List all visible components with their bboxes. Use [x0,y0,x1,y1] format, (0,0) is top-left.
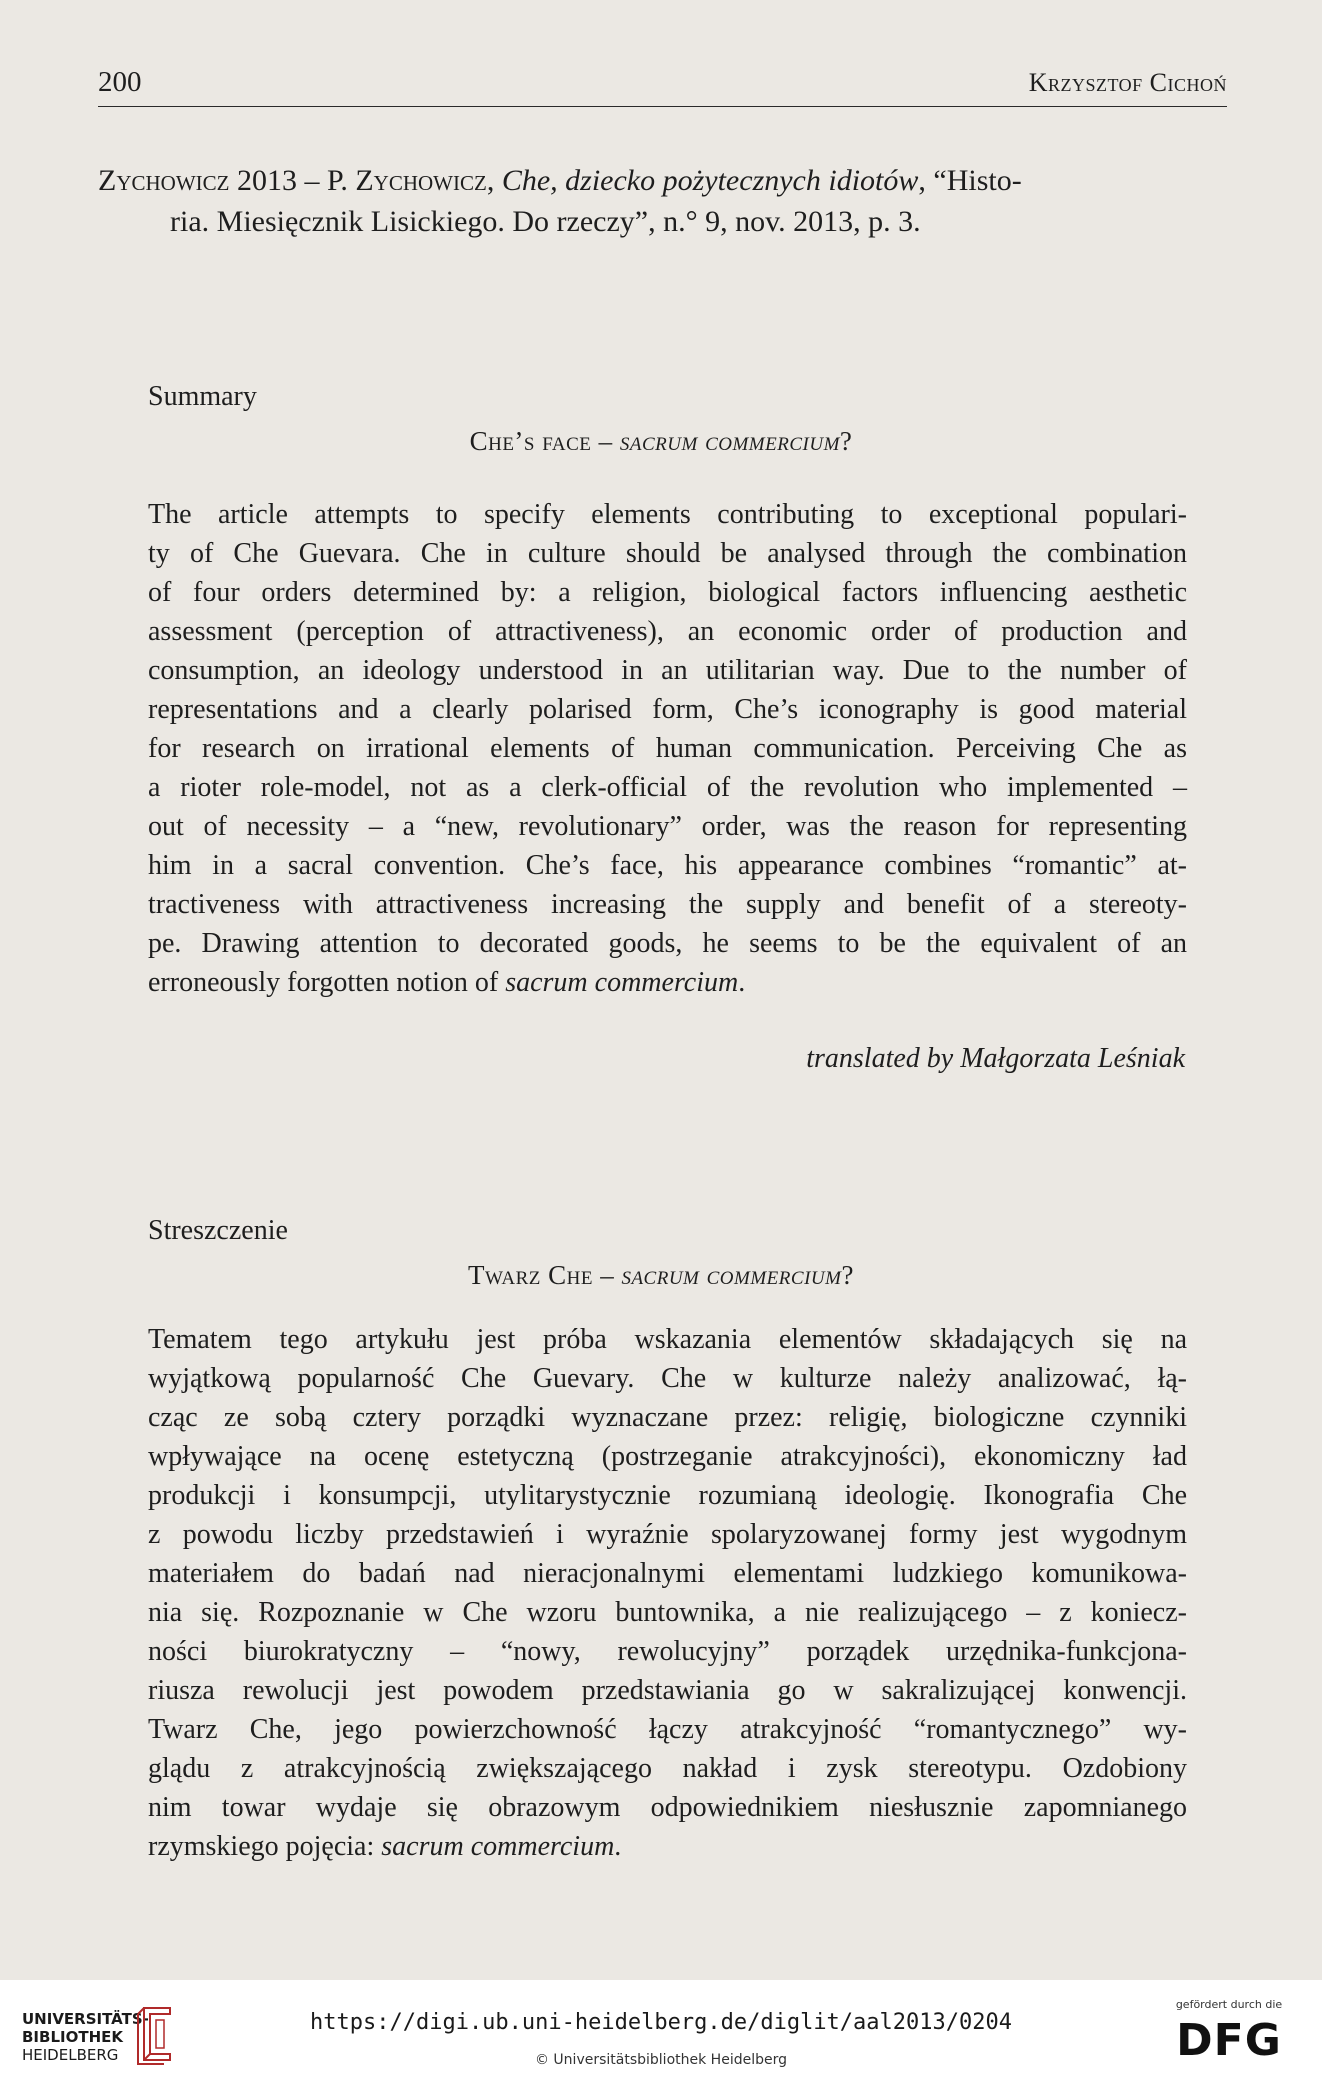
text-line: ności biurokratyczny – “nowy, rewolucyjny” porządek urzędnika-funkcjona- [148,1636,1187,1667]
text-line: Twarz Che, jego powierzchowność łączy atrakcyjność “romantycznego” wy- [148,1714,1187,1745]
summary-label: Summary [148,381,257,412]
library-line-2: BIBLIOTHEK [22,2028,123,2046]
page-header [98,66,1227,107]
text-line: riusza rewolucji jest powodem przedstawiania go w sakralizującej konwencji. [148,1675,1187,1706]
bib-rest: , “Histo- [918,164,1022,197]
dfg-funding [1164,1998,1294,2066]
last-line-end: . [614,1831,622,1862]
text-line: a rioter role-model, not as a clerk-official of the revolution who implemented – [148,772,1187,803]
streszczenie-title [0,1260,1322,1291]
text-line: nim towar wydaje się obrazowym odpowiednikiem niesłusznie zapomnianego [148,1792,1187,1823]
last-line-italic: sacrum commercium [505,967,739,998]
streszczenie-label: Streszczenie [148,1215,288,1246]
footer-bar [0,1980,1322,2088]
last-line-italic: sacrum commercium [381,1831,615,1862]
text-line: Tematem tego artykułu jest próba wskazania elementów składających się na [148,1324,1187,1355]
summary-body [148,495,1187,1002]
bib-author-2: Zychowicz [355,164,487,197]
document-url-link[interactable]: https://digi.ub.uni-heidelberg.de/diglit/aal2013/0204 [310,2010,1012,2035]
text-line: The article attempts to specify elements contributing to exceptional populari- [148,499,1187,530]
dfg-logo: DFG [1176,2015,1282,2066]
library-line-3: HEIDELBERG [22,2046,119,2064]
summary-title [0,426,1322,457]
bib-sep: , [486,164,502,197]
text-line: produkcji i konsumpcji, utylitarystycznie rozumianą ideologię. Ikonografia Che [148,1480,1187,1511]
streszczenie-title-italic: sacrum commercium [621,1260,842,1290]
text-line-last [148,963,1187,1002]
last-line-text: erroneously forgotten notion of [148,967,506,998]
text-line: representations and a clearly polarised form, Che’s iconography is good material [148,694,1187,725]
text-line-last [148,1827,1187,1866]
running-head: Krzysztof Cichoń [1028,68,1227,97]
streszczenie-title-plain: Twarz Che – [468,1260,622,1290]
library-line-1: UNIVERSITÄTS- [22,2010,149,2028]
summary-title-plain: Che’s face – [469,426,620,456]
bib-author: Zychowicz [98,164,230,197]
bib-year: 2013 – P. [229,164,356,197]
text-line: of four orders determined by: a religion, biological factors influencing aesthetic [148,577,1187,608]
streszczenie-title-end: ? [841,1260,854,1290]
text-line: glądu z atrakcyjnością zwiększającego nakład i zysk stereotypu. Ozdobiony [148,1753,1187,1784]
text-line: nia się. Rozpoznanie w Che wzoru buntownika, a nie realizującego – z koniecz- [148,1597,1187,1628]
streszczenie-body [148,1320,1187,1866]
page-number: 200 [98,66,142,98]
text-line: ty of Che Guevara. Che in culture should be analysed through the combination [148,538,1187,569]
text-line: for research on irrational elements of human communication. Perceiving Che as [148,733,1187,764]
last-line-end: . [738,967,746,998]
text-line: pe. Drawing attention to decorated goods, he seems to be the equivalent of an [148,928,1187,959]
text-line: consumption, an ideology understood in an utilitarian way. Due to the number of [148,655,1187,686]
text-line: cząc ze sobą cztery porządki wyznaczane przez: religię, biologiczne czynniki [148,1402,1187,1433]
text-line: wpływające na ocenę estetyczną (postrzeganie atrakcyjności), ekonomiczny ład [148,1441,1187,1472]
funding-note: gefördert durch die [1175,1998,1283,2011]
summary-title-end: ? [839,426,853,456]
translator-credit: translated by Małgorzata Leśniak [806,1043,1185,1074]
summary-title-italic: sacrum commercium [619,426,840,456]
text-line: him in a sacral convention. Che’s face, his appearance combines “romantic” at- [148,850,1187,881]
bibliography-entry [98,160,1226,242]
last-line-text: rzymskiego pojęcia: [148,1831,382,1862]
text-line: materiałem do badań nad nieracjonalnymi elementami ludzkiego komunikowa- [148,1558,1187,1589]
bib-line-2: ria. Miesięcznik Lisickiego. Do rzeczy”, n.° 9, nov. 2013, p. 3. [170,205,921,238]
text-line: z powodu liczby przedstawień i wyraźnie spolaryzowanej formy jest wygodnym [148,1519,1187,1550]
text-line: wyjątkową popularność Che Guevary. Che w kulturze należy analizować, łą- [148,1363,1187,1394]
text-line: out of necessity – a “new, revolutionary” order, was the reason for representing [148,811,1187,842]
bib-title: Che, dziecko pożytecznych idiotów [501,164,919,197]
text-line: tractiveness with attractiveness increasing the supply and benefit of a stereoty- [148,889,1187,920]
text-line: assessment (perception of attractiveness), an economic order of production and [148,616,1187,647]
copyright-notice: © Universitätsbibliothek Heidelberg [534,2052,787,2068]
